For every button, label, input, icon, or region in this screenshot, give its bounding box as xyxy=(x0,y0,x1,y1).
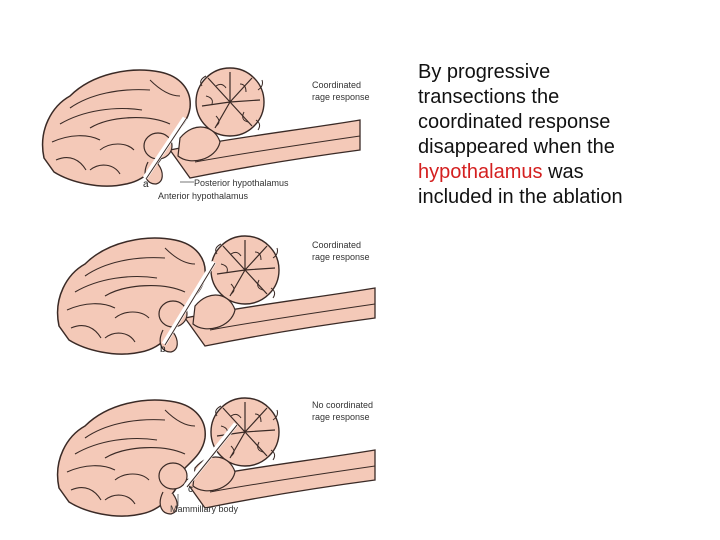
caption-line-2: transections the xyxy=(418,86,560,108)
slide-caption xyxy=(418,60,708,210)
response-label-a-line2: rage response xyxy=(312,92,370,102)
brain-panel-c xyxy=(58,398,375,516)
caption-line-3: coordinated response xyxy=(418,111,611,133)
response-label-c-line2: rage response xyxy=(312,412,370,422)
mammillary-body-label: Mammillary body xyxy=(170,504,239,514)
caption-line-4: disappeared when the xyxy=(418,136,615,158)
posterior-hypothalamus-label: Posterior hypothalamus xyxy=(194,178,289,188)
highlight-hypothalamus: hypothalamus xyxy=(418,161,543,183)
response-label-b-line2: rage response xyxy=(312,252,370,262)
response-label-c-line1: No coordinated xyxy=(312,400,374,410)
brain-panel-b xyxy=(58,236,375,355)
panel-letter-b: b xyxy=(160,344,166,355)
panel-letter-a: a xyxy=(143,179,149,190)
brain-panel-a xyxy=(43,68,370,201)
anterior-hypothalamus-label: Anterior hypothalamus xyxy=(158,191,249,201)
response-label-a-line1: Coordinated xyxy=(312,80,362,90)
caption-line-5 xyxy=(418,160,708,185)
panel-letter-c: c xyxy=(188,484,193,495)
caption-line-5-rest: was xyxy=(548,161,584,183)
caption-line-1: By progressive xyxy=(418,61,551,83)
caption-line-6: included in the ablation xyxy=(418,186,623,208)
response-label-b-line1: Coordinated xyxy=(312,240,362,250)
